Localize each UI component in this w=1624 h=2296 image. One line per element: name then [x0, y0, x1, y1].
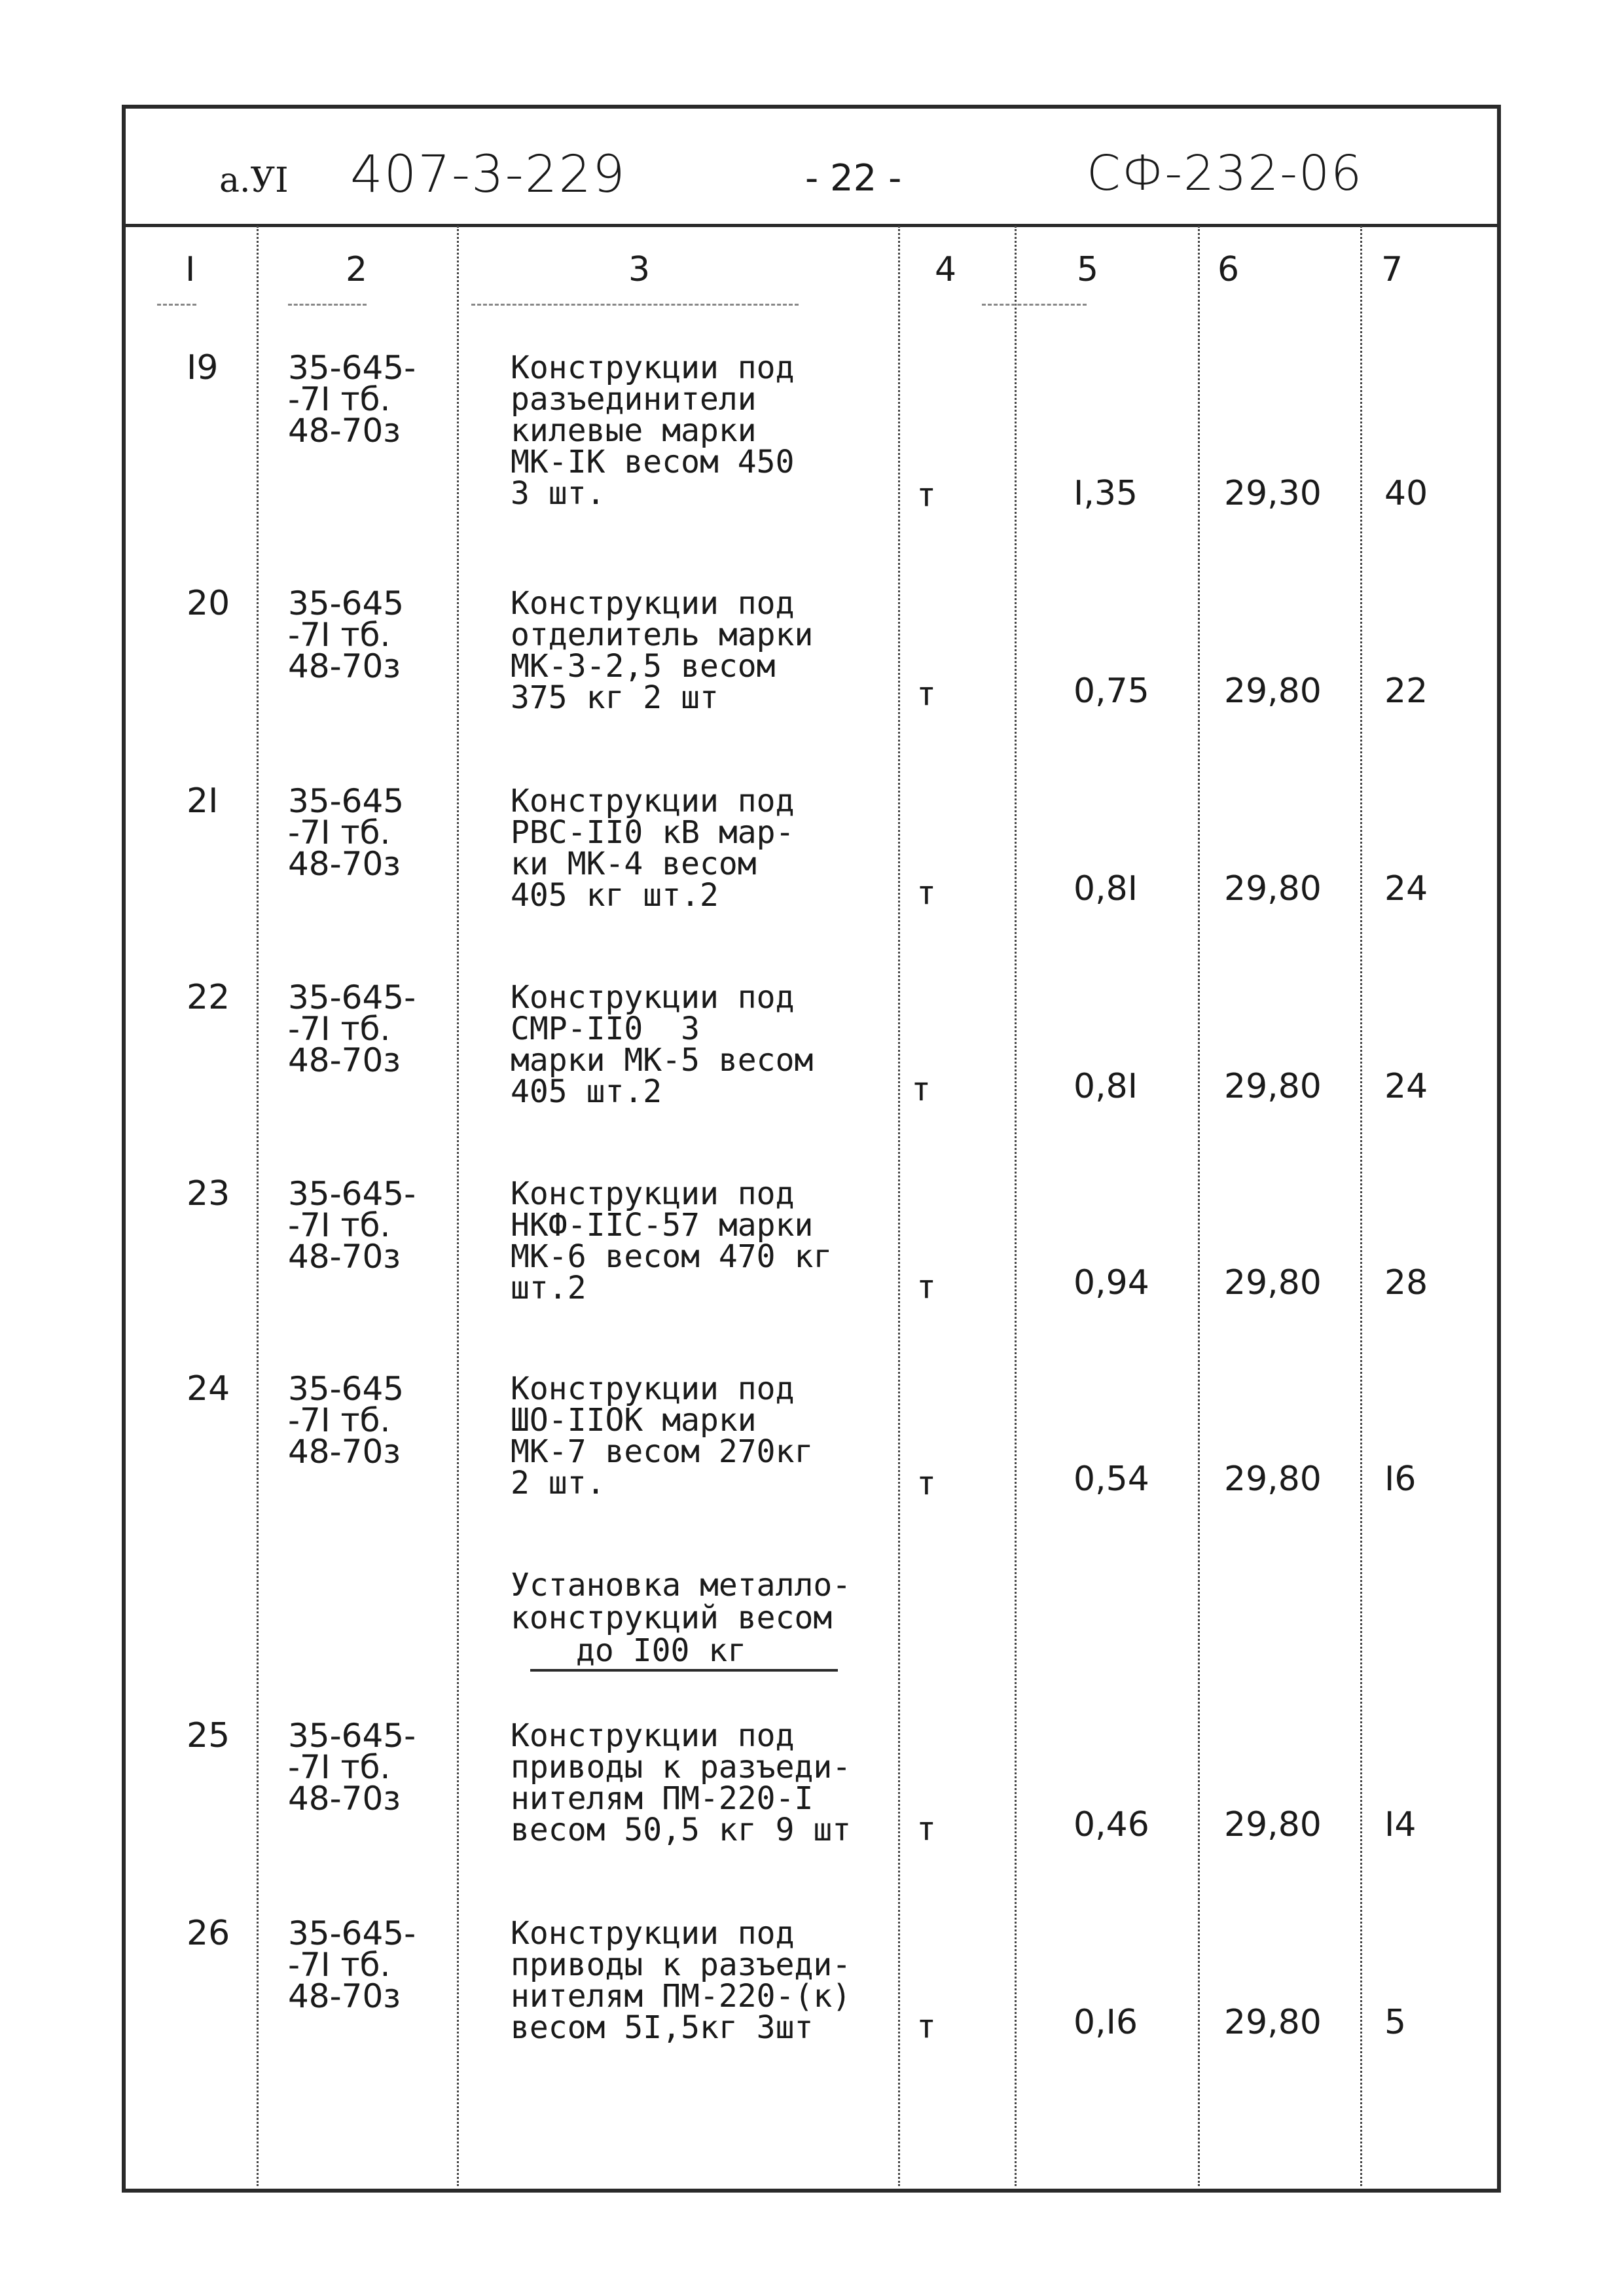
- row-reference: 35-645- -7I тб. 48-70з: [288, 1175, 416, 1276]
- row-quantity: 0,75: [1074, 672, 1149, 711]
- row-description: Конструкции под отделитель марки МК-3-2,5 весом 375 кг 2 шт: [511, 585, 814, 716]
- row-total: I6: [1384, 1460, 1416, 1499]
- row-reference: 35-645- -7I тб. 48-70з: [288, 1717, 416, 1818]
- column-divider: [457, 226, 459, 2186]
- scan-artifact: [471, 304, 799, 306]
- column-number: I: [185, 250, 196, 289]
- row-quantity: 0,94: [1074, 1263, 1149, 1302]
- row-price: 29,80: [1224, 1263, 1322, 1302]
- header-divider: [122, 224, 1501, 227]
- row-quantity: 0,8I: [1074, 869, 1138, 908]
- row-price: 29,30: [1224, 474, 1322, 513]
- scan-artifact: [982, 304, 1087, 306]
- row-reference: 35-645 -7I тб. 48-70з: [288, 782, 405, 883]
- row-reference: 35-645 -7I тб. 48-70з: [288, 1370, 405, 1471]
- row-total: 22: [1384, 672, 1428, 711]
- section-heading-line: до I00 кг: [576, 1632, 747, 1669]
- row-unit: т: [916, 1810, 937, 1848]
- row-description: Конструкции под ШО-IIОК марки МК-7 весом 270кг 2 шт.: [511, 1371, 814, 1501]
- section-heading-line: конструкций весом: [511, 1600, 833, 1636]
- row-number: 24: [187, 1369, 230, 1408]
- row-number: 25: [187, 1716, 230, 1755]
- scan-artifact: [288, 304, 367, 306]
- row-description: Конструкции под НКФ-IIС-57 марки МК-6 весом 470 кг шт.2: [511, 1175, 833, 1306]
- row-description: Конструкции под приводы к разъеди- нителям ПМ-220-I весом 50,5 кг 9 шт: [511, 1717, 852, 1848]
- row-reference: 35-645 -7I тб. 48-70з: [288, 584, 405, 685]
- row-unit: т: [916, 1464, 937, 1502]
- row-number: 20: [187, 584, 230, 623]
- row-number: 2I: [187, 781, 219, 821]
- column-number: 3: [628, 250, 651, 289]
- row-price: 29,80: [1224, 1805, 1322, 1844]
- row-reference: 35-645- -7I тб. 48-70з: [288, 1914, 416, 2015]
- row-reference: 35-645- -7I тб. 48-70з: [288, 978, 416, 1079]
- column-divider: [1015, 226, 1017, 2186]
- row-price: 29,80: [1224, 1460, 1322, 1499]
- row-unit: т: [916, 476, 937, 514]
- column-divider: [1198, 226, 1200, 2186]
- row-description: Конструкции под разъединители килевые марки МК-IК весом 450 3 шт.: [511, 350, 795, 512]
- row-unit: т: [916, 874, 937, 912]
- row-unit: т: [916, 675, 937, 713]
- row-price: 29,80: [1224, 869, 1322, 908]
- header-prefix: а.УI: [219, 161, 289, 200]
- header-page-number: - 22 -: [805, 157, 902, 200]
- row-description: Конструкции под СМР-II0 3 марки МК-5 весом 405 шт.2: [511, 979, 814, 1110]
- row-total: 28: [1384, 1263, 1428, 1302]
- scan-artifact: [157, 304, 196, 306]
- column-number: 2: [346, 250, 368, 289]
- section-heading-line: Установка металло-: [511, 1567, 852, 1604]
- row-number: 26: [187, 1914, 230, 1953]
- row-price: 29,80: [1224, 2003, 1322, 2042]
- column-divider: [1360, 226, 1362, 2186]
- column-number: 6: [1218, 250, 1240, 289]
- row-price: 29,80: [1224, 672, 1322, 711]
- column-divider: [257, 226, 259, 2186]
- column-number: 5: [1077, 250, 1099, 289]
- row-unit: т: [911, 1070, 931, 1108]
- column-number: 4: [935, 250, 957, 289]
- header-doc-code: СФ-232-06: [1087, 145, 1363, 202]
- row-number: 22: [187, 978, 230, 1017]
- row-number: 23: [187, 1174, 230, 1213]
- row-total: 5: [1384, 2003, 1407, 2042]
- row-quantity: 0,46: [1074, 1805, 1149, 1844]
- column-divider: [898, 226, 900, 2186]
- row-total: 24: [1384, 1067, 1428, 1106]
- row-total: 24: [1384, 869, 1428, 908]
- header-code: 407-3-229: [350, 145, 626, 204]
- row-price: 29,80: [1224, 1067, 1322, 1106]
- row-description: Конструкции под РВС-II0 кВ мар- ки МК-4 весом 405 кг шт.2: [511, 783, 795, 914]
- row-unit: т: [916, 2007, 937, 2045]
- row-quantity: 0,54: [1074, 1460, 1149, 1499]
- row-unit: т: [916, 1268, 937, 1306]
- row-total: I4: [1384, 1805, 1416, 1844]
- row-description: Конструкции под приводы к разъеди- нителям ПМ-220-(к) весом 5I,5кг 3шт: [511, 1915, 852, 2046]
- row-number: I9: [187, 348, 219, 387]
- row-quantity: 0,8I: [1074, 1067, 1138, 1106]
- row-total: 40: [1384, 474, 1428, 513]
- row-quantity: 0,I6: [1074, 2003, 1138, 2042]
- section-underline: [530, 1669, 838, 1672]
- column-number: 7: [1381, 250, 1403, 289]
- row-quantity: I,35: [1074, 474, 1138, 513]
- row-reference: 35-645- -7I тб. 48-70з: [288, 349, 416, 450]
